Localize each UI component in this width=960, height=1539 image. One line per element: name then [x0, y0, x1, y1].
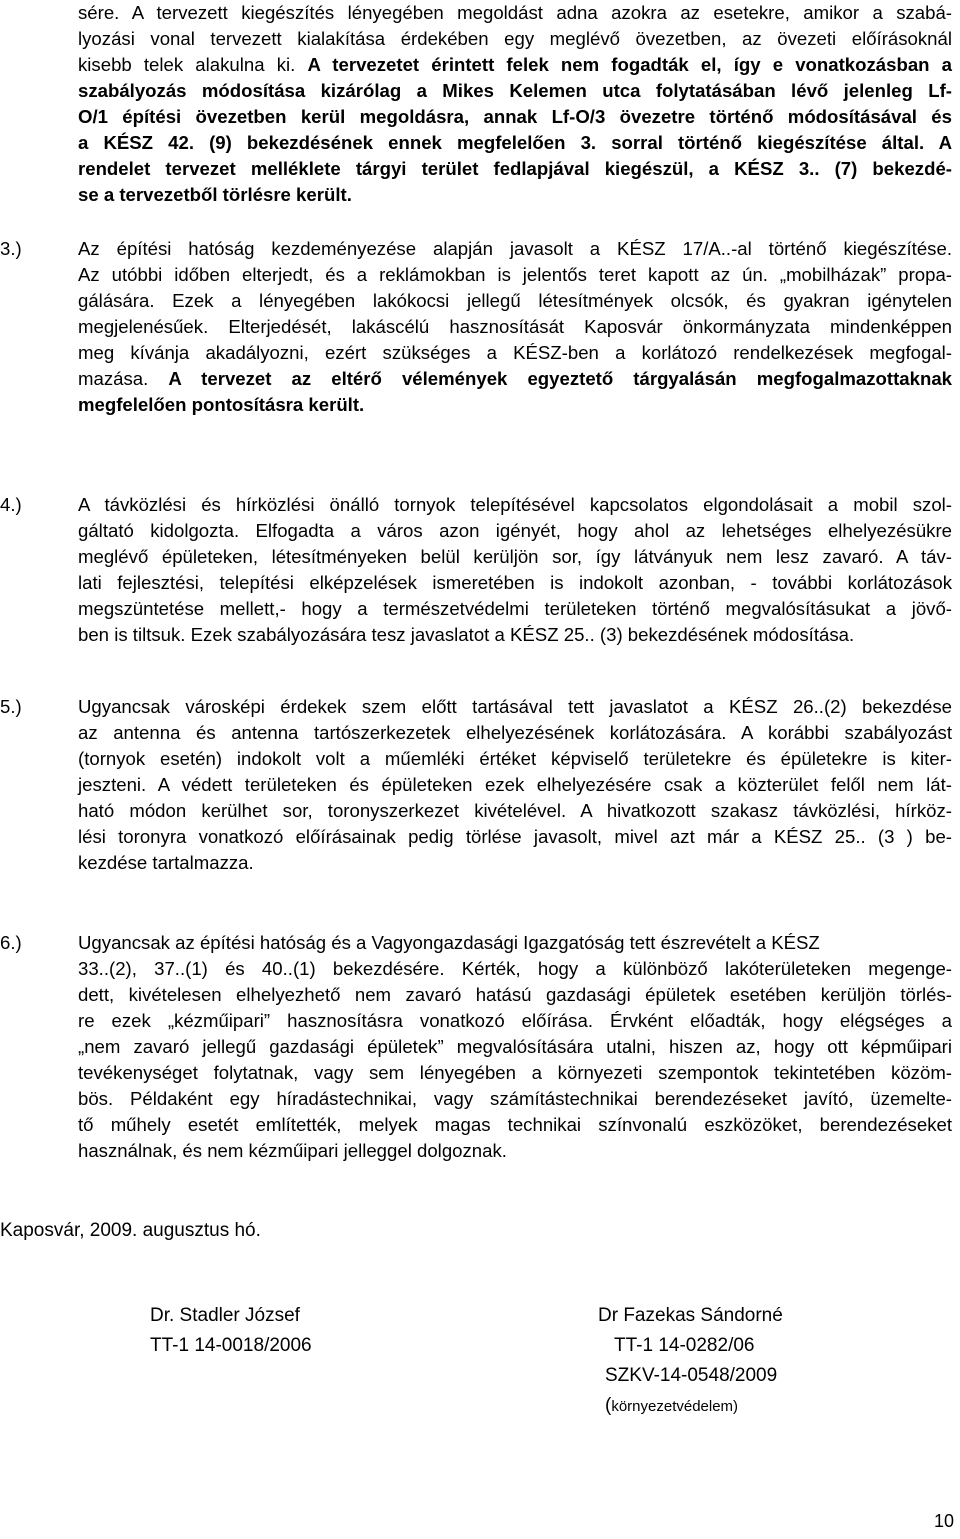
text-line: az antenna és antenna tartószerkezetek elhelyezésének korlátozására. A korábbi szabályozást — [78, 722, 952, 743]
signer-name: Dr Fazekas Sándorné — [598, 1305, 783, 1326]
text-line: rendelet tervezet melléklete tárgyi terület fedlapjával kiegészül, a KÉSZ 3.. (7) bekezdé- — [78, 158, 952, 179]
text-line: tő műhely esetét említették, melyek magas technikai színvonalú eszközöket, berendezéseket — [78, 1114, 952, 1135]
text-normal: mazása. — [78, 368, 169, 389]
place-date: Kaposvár, 2009. augusztus hó. — [0, 1220, 261, 1241]
text-line: meglévő épületeken, létesítményeken belül kerüljön sor, így látványuk nem lesz zavaró. A táv- — [78, 546, 952, 567]
item-number: 3.) — [0, 238, 22, 259]
signer-name: Dr. Stadler József — [150, 1305, 300, 1326]
text-bold: A tervezetet érintett felek nem fogadták el, így e vonatkozásban a — [307, 54, 952, 75]
text-line: Az utóbbi időben elterjedt, és a reklámokban is jelentős teret kapott az ún. „mobilházak” propa- — [78, 264, 952, 285]
text-line: meg kívánja akadályozni, ezért szükséges a KÉSZ-ben a korlátozó rendelkezések megfogal- — [78, 342, 952, 363]
signer-id: TT-1 14-0282/06 — [614, 1335, 755, 1356]
text-line: Ugyancsak az építési hatóság és a Vagyongazdasági Igazgatóság tett észrevételt a KÉSZ — [78, 932, 820, 953]
text-line: (tornyok esetén) indokolt volt a műemléki értéket képviselő területekre és épületekre is kiter- — [78, 748, 952, 769]
text-bold: A tervezet az eltérő vélemények egyeztető tárgyalásán megfogalmazottaknak — [168, 368, 953, 389]
text-line: lati fejlesztési, telepítési elképzelések ismeretében is indokolt azonban, - további korlátozások — [78, 572, 952, 593]
text-line — [78, 52, 952, 78]
text-line: bös. Példaként egy híradástechnikai, vagy számítástechnikai berendezéseket javító, üzemelte- — [78, 1088, 952, 1109]
text-line: gálására. Ezek a lényegében lakókocsi jellegű létesítmények olcsók, és gyakran igénytelen — [78, 290, 952, 311]
signer-id: TT-1 14-0018/2006 — [150, 1335, 312, 1356]
text-line: 33..(2), 37..(1) és 40..(1) bekezdésére. Kérték, hogy a különböző lakóterületeken megenge- — [78, 958, 952, 979]
text-line: használnak, és nem kézműipari jelleggel dolgoznak. — [78, 1140, 507, 1161]
text-line: kezdése tartalmazza. — [78, 852, 254, 873]
text-line: dett, kivételesen elhelyezhető nem zavaró hatású gazdasági épületek esetében kerüljön törlés- — [78, 984, 952, 1005]
text-line: gáltató kidolgozta. Elfogadta a város azon igényét, hogy ahol az lehetséges elhelyezésükre — [78, 520, 952, 541]
text-line: A távközlési és hírközlési önálló tornyok telepítésével kapcsolatos elgondolásait a mobil szol- — [78, 494, 952, 515]
text-line: lyozási vonal tervezett kialakítása érdekében egy meglévő övezetben, az övezeti előírásoknál — [78, 28, 952, 49]
text-line: Az építési hatóság kezdeményezése alapján javasolt a KÉSZ 17/A..-al történő kiegészítése. — [78, 238, 952, 259]
text-line: megszüntetése mellett,- hogy a természetvédelmi területeken történő megvalósításukat a jövő- — [78, 598, 952, 619]
text-line: ben is tiltsuk. Ezek szabályozására tesz javaslatot a KÉSZ 25.. (3) bekezdésének módosítása. — [78, 624, 855, 645]
note-text: környezetvédelem) — [611, 1398, 739, 1415]
signer-id: SZKV-14-0548/2009 — [605, 1365, 778, 1386]
text-line: lési toronyra vonatkozó előírásainak pedig törlése javasolt, mivel azt már a KÉSZ 25.. (3 ) be- — [78, 826, 952, 847]
paren-open: ( — [605, 1395, 612, 1416]
text-line — [78, 366, 952, 392]
text-normal: kisebb telek alakulna ki. — [78, 54, 308, 75]
text-line: O/1 építési övezetben kerül megoldásra, annak Lf-O/3 övezetre történő módosításával és — [78, 106, 952, 127]
page-number: 10 — [933, 1511, 954, 1531]
text-line: sére. A tervezett kiegészítés lényegében megoldást adna azokra az esetekre, amikor a szabá- — [78, 2, 952, 23]
text-line: re ezek „kézműipari” hasznosításra vonatkozó előírása. Érvként előadták, hogy elégséges a — [78, 1010, 952, 1031]
item-number: 6.) — [0, 932, 22, 953]
text-line: megfelelően pontosításra került. — [78, 394, 365, 415]
item-number: 4.) — [0, 494, 22, 515]
text-line: ható módon kerülhet sor, toronyszerkezet kivételével. A hivatkozott szakasz távközlési, hírköz- — [78, 800, 952, 821]
text-line: se a tervezetből törlésre került. — [78, 184, 352, 205]
text-line: a KÉSZ 42. (9) bekezdésének ennek megfelelően 3. sorral történő kiegészítése által. A — [78, 132, 952, 153]
text-line: tevékenységet folytatnak, vagy sem lényegében a környezeti szempontok tekintetében közöm- — [78, 1062, 952, 1083]
text-line: Ugyancsak városképi érdekek szem előtt tartásával tett javaslatot a KÉSZ 26..(2) bekezdése — [78, 696, 952, 717]
text-line: megjelenésűek. Elterjedését, lakáscélú hasznosítását Kaposvár önkormányzata mindenképpen — [78, 316, 952, 337]
signer-note — [605, 1393, 738, 1420]
text-line: szabályozás módosítása kizárólag a Mikes Kelemen utca folytatásában lévő jelenleg Lf- — [78, 80, 952, 101]
text-line: jeszteni. A védett területeken és épületeken ezek elhelyezésére csak a közterület felől nem lát- — [78, 774, 952, 795]
text-line: „nem zavaró jellegű gazdasági épületek” megvalósítására utalni, hiszen az, hogy ott képműipari — [78, 1036, 952, 1057]
item-number: 5.) — [0, 696, 22, 717]
